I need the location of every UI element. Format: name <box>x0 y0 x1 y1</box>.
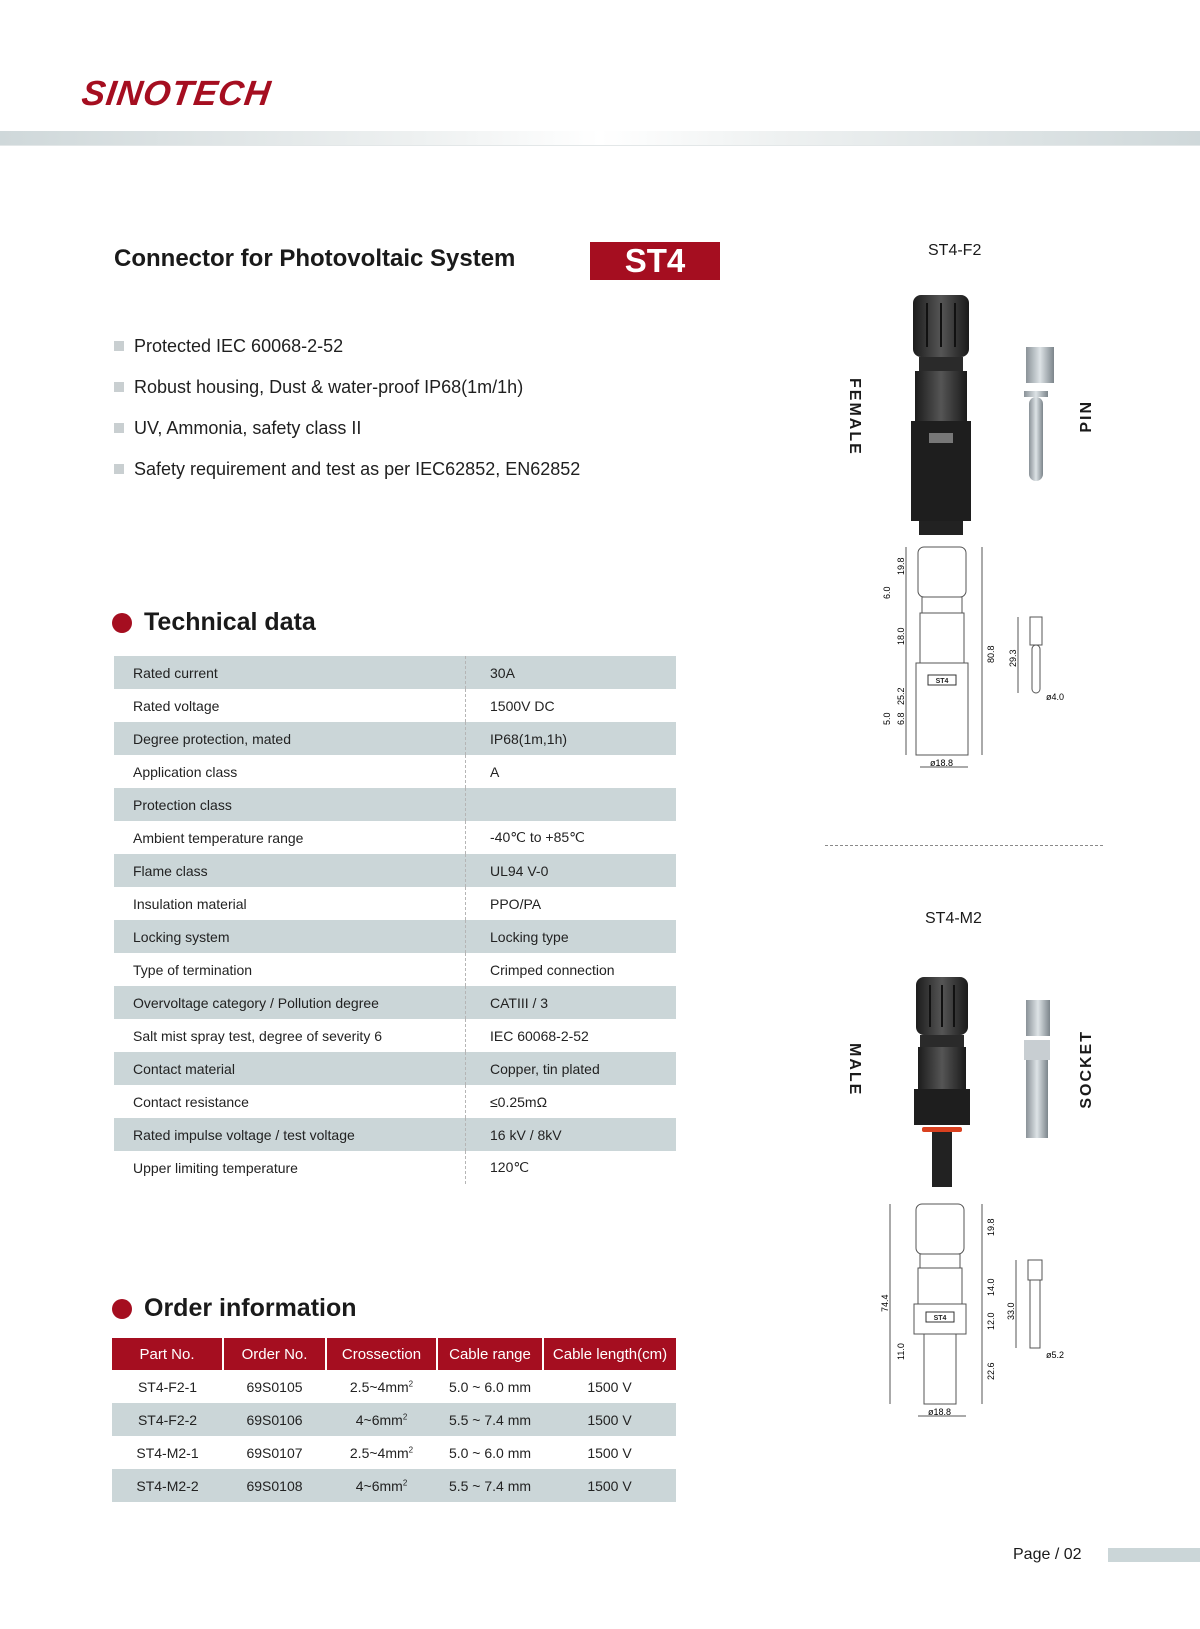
column-header: Part No. <box>112 1338 223 1370</box>
male-side-label: MALE <box>846 1043 863 1097</box>
feature-item: Protected IEC 60068-2-52 <box>114 336 580 377</box>
svg-text:ST4: ST4 <box>933 1315 947 1322</box>
svg-text:ø18.8: ø18.8 <box>928 1407 952 1417</box>
socket-contact-image <box>1022 1000 1054 1140</box>
feature-list <box>114 336 580 500</box>
female-model-label: ST4-F2 <box>928 242 982 259</box>
table-header-row <box>112 1338 676 1370</box>
svg-text:18.0: 18.0 <box>896 627 906 645</box>
table-row: Locking system Locking type <box>114 920 676 953</box>
model-badge: ST4 <box>590 242 720 280</box>
socket-side-label: SOCKET <box>1078 1030 1095 1109</box>
table-row: ST4-F2-1 69S0105 $2.5\sim 4mm^2$ 5.0 ~ 6.0 mm 1500 V <box>137 1378 632 1395</box>
header-band <box>0 131 1200 146</box>
order-information-table <box>112 1338 676 1502</box>
section-divider <box>825 845 1103 846</box>
female-side-label: FEMALE <box>846 378 863 456</box>
svg-text:19.8: 19.8 <box>986 1218 996 1236</box>
svg-text:25.2: 25.2 <box>896 687 906 705</box>
svg-text:ø18.8: ø18.8 <box>930 758 954 768</box>
feature-item: Safety requirement and test as per IEC62852, EN62852 <box>114 459 580 500</box>
column-header: Cable range <box>437 1338 543 1370</box>
feature-item: UV, Ammonia, safety class II <box>114 418 580 459</box>
svg-text:29.3: 29.3 <box>1008 649 1018 667</box>
svg-text:ø5.2: ø5.2 <box>1046 1350 1065 1360</box>
table-row: Rated voltage 1500V DC <box>114 689 676 722</box>
male-model-label: ST4-M2 <box>925 910 982 927</box>
table-row: ST4-M2-1 69S0107 $2.5\sim 4mm^2$ 5.0 ~ 6.0 mm 1500 V <box>136 1444 632 1461</box>
column-header: Order No. <box>223 1338 326 1370</box>
table-row: Application class A <box>114 755 676 788</box>
page-number: Page / 02 <box>1013 1546 1082 1563</box>
red-dot-icon <box>112 613 132 633</box>
bullet-square-icon <box>114 423 124 433</box>
feature-item: Robust housing, Dust & water-proof IP68(1m/1h) <box>114 377 580 418</box>
table-row: Degree protection, mated IP68(1m,1h) <box>114 722 676 755</box>
technical-data-heading: Technical data <box>112 608 316 637</box>
column-header: Crossection <box>326 1338 437 1370</box>
table-row: ST4-F2-2 69S0106 $4\sim 6mm^2$ 5.5 ~ 7.4 mm 1500 V <box>112 1403 676 1436</box>
svg-text:74.4: 74.4 <box>880 1294 890 1312</box>
pin-contact-image <box>1020 345 1060 485</box>
svg-text:ø4.0: ø4.0 <box>1046 692 1065 702</box>
female-connector-image <box>905 293 985 536</box>
female-dimension-drawing <box>870 545 1080 775</box>
svg-text:19.8: 19.8 <box>896 557 906 575</box>
svg-text:5.0: 5.0 <box>882 712 892 725</box>
order-information-heading: Order information <box>112 1294 357 1323</box>
table-row: Salt mist spray test, degree of severity 6 IEC 60068-2-52 <box>114 1019 676 1052</box>
table-row: Flame class UL94 V-0 <box>114 854 676 887</box>
red-dot-icon <box>112 1299 132 1319</box>
male-connector-image <box>908 975 978 1190</box>
technical-data-table <box>114 656 676 1184</box>
column-header: Cable length(cm) <box>543 1338 676 1370</box>
table-row: Insulation material PPO/PA <box>114 887 676 920</box>
pin-side-label: PIN <box>1078 400 1095 433</box>
svg-text:14.0: 14.0 <box>986 1278 996 1296</box>
bullet-square-icon <box>114 341 124 351</box>
table-row: Upper limiting temperature 120℃ <box>114 1151 676 1184</box>
svg-text:11.0: 11.0 <box>896 1343 906 1360</box>
svg-text:22.6: 22.6 <box>986 1362 996 1380</box>
male-dimension-drawing <box>870 1200 1080 1430</box>
table-row: Protection class <box>114 788 676 821</box>
table-row: Contact material Copper, tin plated <box>114 1052 676 1085</box>
svg-text:6.8: 6.8 <box>896 712 906 725</box>
table-row: Contact resistance ≤0.25mΩ <box>114 1085 676 1118</box>
footer-band <box>1108 1548 1200 1562</box>
svg-text:33.0: 33.0 <box>1006 1302 1016 1320</box>
svg-text:80.8: 80.8 <box>986 645 996 663</box>
table-row: ST4-M2-2 69S0108 $4\sim 6mm^2$ 5.5 ~ 7.4 mm 1500 V <box>112 1469 676 1502</box>
table-row: Rated impulse voltage / test voltage 16 kV / 8kV <box>114 1118 676 1151</box>
table-row: Overvoltage category / Pollution degree CATIII / 3 <box>114 986 676 1019</box>
bullet-square-icon <box>114 464 124 474</box>
table-row: Rated current 30A <box>114 656 676 689</box>
svg-text:ST4: ST4 <box>935 678 949 685</box>
table-row: Ambient temperature range -40℃ to +85℃ <box>114 821 676 854</box>
bullet-square-icon <box>114 382 124 392</box>
table-row: Type of termination Crimped connection <box>114 953 676 986</box>
svg-text:6.0: 6.0 <box>882 586 892 599</box>
page-title: Connector for Photovoltaic System <box>114 245 516 272</box>
svg-text:12.0: 12.0 <box>986 1312 996 1330</box>
sinotech-logo: SINOTECH <box>79 74 274 113</box>
